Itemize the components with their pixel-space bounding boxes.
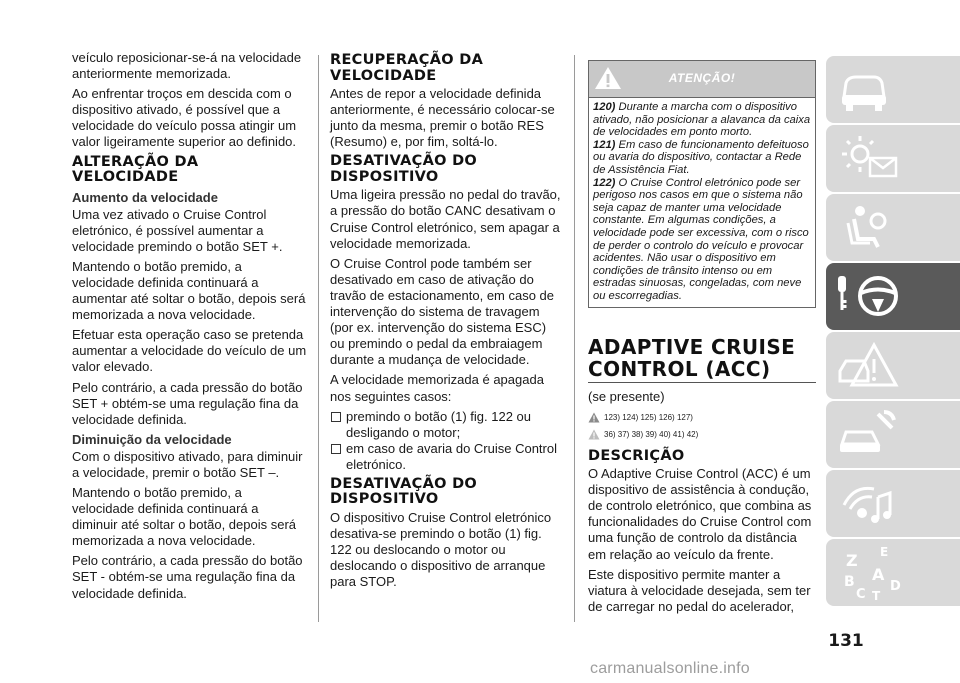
subheading-aumento: Aumento da velocidade [72, 189, 218, 205]
index-letter: Z [846, 551, 858, 570]
caution-references [588, 426, 816, 443]
lights-mail-icon [834, 130, 904, 186]
section-heading-descricao: DESCRIÇÃO [588, 447, 685, 464]
index-letter: D [890, 579, 901, 594]
paragraph: O Cruise Control pode também ser desativado em caso de ativação do travão de estacionamento, em caso de intervenção do sistema de travagem (por ex. intervenção do sistema ESC) ou premindo o pedal da embraiagem durante a mudança de velocidade. [330, 255, 555, 368]
tab-index[interactable] [826, 539, 960, 606]
column-middle [330, 50, 562, 594]
warning-text: Durante a marcha com o dispositivo ativado, não posicionar a alavanca da caixa de velocidades em ponto morto. [593, 101, 811, 139]
section-heading-recuperacao: RECUPERAÇÃO DA VELOCIDADE [330, 52, 484, 84]
tab-vehicle[interactable] [826, 56, 960, 123]
tab-starting-driving[interactable] [826, 263, 960, 330]
column-left [72, 50, 307, 606]
paragraph: Este dispositivo permite manter a viatura à velocidade desejada, sem ter de carregar no pedal do acelerador, [588, 566, 811, 614]
warning-text: Em caso de funcionamento defeituoso ou avaria do dispositivo, contactar a Rede de Assistência Fiat. [593, 138, 809, 176]
chapter-heading-acc: ADAPTIVE CRUISE CONTROL (ACC) [588, 334, 796, 381]
section-heading-desativacao-2: DESATIVAÇÃO DO DISPOSITIVO [330, 475, 478, 508]
car-icon [834, 61, 894, 117]
index-letter: A [872, 565, 885, 584]
warning-item [593, 139, 811, 177]
warning-triangle-icon [588, 412, 600, 423]
paragraph: Ao enfrentar troços em descida com o dispositivo ativado, é possível que a velocidade do veículo possa atingir um valor ligeiramente superior ao definido. [72, 86, 297, 150]
warning-text: O Cruise Control eletrónico pode ser perigoso nos casos em que o sistema não seja capaz de manter uma velocidade constante. Em algumas condições, a velocidade pode ser excessiva, com o risco de perder o controlo do veículo e provocar acidentes. Não usar o dispositivo em condições de trânsito intenso ou em estradas sinuosas, congeladas, com neve ou escorregadias. [593, 176, 809, 302]
warning-header [589, 61, 815, 98]
column-right [588, 60, 816, 619]
tab-maintenance[interactable] [826, 401, 960, 468]
column-divider [574, 55, 575, 622]
index-letter: B [844, 574, 855, 590]
paragraph: Antes de repor a velocidade definida anteriormente, é necessário colocar-se junto da mesma, premir o botão RES (Resumo) e, por fim, soltá-lo. [330, 86, 555, 150]
index-letters-icon [834, 544, 910, 604]
warning-item [593, 101, 811, 139]
index-letter: T [872, 589, 881, 603]
seat-airbag-icon [834, 199, 894, 255]
index-letter: C [856, 587, 866, 602]
steering-key-icon [834, 268, 914, 326]
caution-triangle-icon [588, 429, 600, 440]
page-number: 131 [828, 631, 864, 651]
paragraph: A velocidade memorizada é apagada nos seguintes casos: [330, 372, 544, 404]
wrench-car-icon [834, 406, 900, 462]
warning-box [588, 60, 816, 308]
paragraph: Uma vez ativado o Cruise Control eletrónico, é possível aumentar a velocidade premindo o botão SET +. [72, 206, 283, 254]
section-heading-desativacao: DESATIVAÇÃO DO DISPOSITIVO [330, 153, 478, 185]
tab-lights[interactable] [826, 125, 960, 192]
reference-numbers: 123) 124) 125) 126) 127) [604, 412, 693, 422]
paragraph: Mantendo o botão premido, a velocidade definida continuará a diminuir até soltar o botão, depois será memorizada a nova velocidade. [72, 484, 297, 549]
section-heading-alteracao: ALTERAÇÃO DA VELOCIDADE [72, 153, 199, 186]
warning-number: 121) [593, 138, 616, 151]
bullet-text: premindo o botão (1) fig. 122 ou desligando o motor; [346, 408, 532, 440]
paragraph: Uma ligeira pressão no pedal do travão, a pressão do botão CANC desativam o Cruise Control eletrónico, sem apagar a velocidade memorizada. [330, 187, 561, 251]
paragraph: Pelo contrário, a cada pressão do botão SET - obtém-se uma regulação fina da velocidade definida. [72, 553, 303, 601]
paragraph: O dispositivo Cruise Control eletrónico desativa-se premindo o botão (1) fig. 122 ou deslocando o motor ou deslocando o dispositivo de arranque para STOP. [330, 509, 552, 590]
warning-references [588, 409, 816, 426]
bullet-square-icon [331, 412, 341, 422]
warning-body [589, 98, 815, 307]
paragraph: Mantendo o botão premido, a velocidade definida continuará a aumentar até soltar o botão, depois será memorizada a nova velocidade. [72, 258, 306, 323]
bullet-item [330, 409, 562, 441]
warning-triangle-icon [834, 337, 900, 393]
se-presente-note: (se presente) [588, 388, 665, 404]
bullet-item [330, 441, 562, 473]
warning-item [593, 177, 811, 303]
tab-multimedia[interactable] [826, 470, 960, 537]
paragraph: O Adaptive Cruise Control (ACC) é um dispositivo de assistência à condução, de controlo eletrónico, que combina as funcionalidades do Cruise Control com uma função de controlo da distância em relação ao veículo da frente. [588, 466, 812, 562]
subheading-diminuicao: Diminuição da velocidade [72, 431, 232, 447]
warning-number: 122) [593, 176, 616, 189]
tab-safety[interactable] [826, 194, 960, 261]
bullet-square-icon [331, 444, 341, 454]
paragraph: Com o dispositivo ativado, para diminuir a velocidade, premir o botão SET –. [72, 448, 303, 480]
bullet-text: em caso de avaria do Cruise Control eletrónico. [346, 440, 557, 472]
reference-numbers: 36) 37) 38) 39) 40) 41) 42) [604, 429, 699, 439]
paragraph: veículo reposicionar-se-á na velocidade anteriormente memorizada. [72, 50, 302, 82]
warning-title: ATENÇÃO! [668, 71, 736, 85]
tab-emergency[interactable] [826, 332, 960, 399]
paragraph: Efetuar esta operação caso se pretenda aumentar a velocidade do veículo de um valor elevado. [72, 327, 307, 375]
warning-number: 120) [593, 101, 616, 113]
index-letter: E [880, 545, 889, 559]
watermark: carmanualsonline.info [590, 660, 750, 677]
paragraph: Pelo contrário, a cada pressão do botão SET + obtém-se uma regulação fina da velocidade definida. [72, 379, 303, 427]
media-icon [834, 475, 900, 531]
column-divider [318, 55, 319, 622]
heading-rule [588, 382, 816, 383]
